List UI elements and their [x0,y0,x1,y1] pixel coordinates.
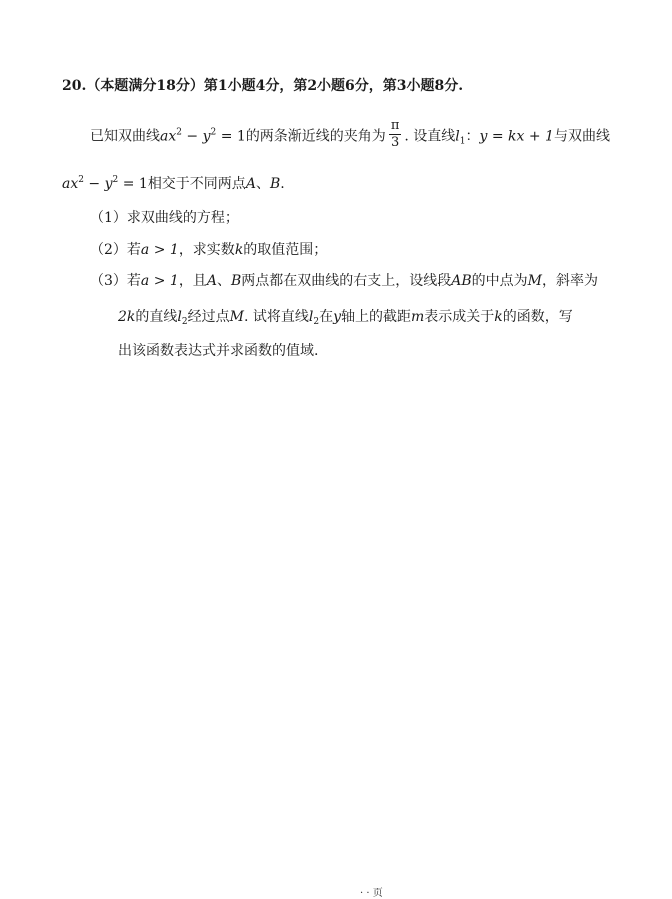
math-point-b: B [230,273,242,289]
part-text: 轴上的截距 [341,309,411,325]
math-minus-y: − y [83,176,113,192]
math-point-m: M [527,273,542,289]
math-equals-one: = 1 [216,128,246,145]
separator: 、 [216,273,231,289]
math-minus-y: − y [181,128,211,145]
math-point-a: A [245,176,256,192]
math-k: k [494,309,503,325]
math-ax: ax [62,176,79,192]
math-2k: 2k [118,309,136,325]
problem-intro-line1 [90,120,610,153]
part-text: ，斜率为 [541,273,598,289]
part-text: （3）若 [90,273,141,289]
intro-text: ： [465,128,480,145]
fraction-numerator: π [390,118,400,133]
part-text: 在 [319,309,334,325]
part-2 [90,240,327,260]
math-l: l [455,128,460,145]
part-text: 经过点 [187,309,230,325]
math-subscript: 2 [313,317,320,327]
intro-text: . [280,176,285,192]
math-m: m [411,309,425,325]
math-k: k [234,242,244,258]
math-point-m: M [229,309,244,325]
math-segment-ab: AB [451,273,472,289]
intro-text: . 设直线 [404,128,456,145]
math-line-equation: y = kx + 1 [479,128,554,145]
math-exponent: 2 [210,127,217,138]
math-exponent: 2 [112,175,119,185]
problem-header: 20.（本题满分18分）第1小题4分，第2小题6分，第3小题8分. [62,78,464,94]
math-ax: ax [160,128,177,145]
page-footer-mark: · · 页 [360,888,383,899]
intro-text: 已知双曲线 [90,128,160,145]
part-text: 表示成关于 [424,309,495,325]
part-text: ，求实数 [178,242,235,258]
fraction-pi-over-3 [389,118,402,151]
math-l: l [308,309,314,325]
math-point-b: B [269,176,281,192]
part-text: 的中点为 [471,273,528,289]
math-exponent: 2 [176,127,182,138]
part-3-line-3: 出该函数表达式并求函数的值域. [118,343,319,359]
math-equals-one: = 1 [118,176,148,192]
part-text: 的取值范围； [243,242,328,258]
part-text: . 试将直线 [243,309,309,325]
separator: 、 [255,176,270,192]
math-y: y [333,309,341,325]
math-l: l [177,309,182,325]
part-text: （2）若 [90,242,141,258]
math-exponent: 2 [78,175,84,185]
part-text: 两点都在双曲线的右支上，设线段 [241,273,452,289]
part-text: 的直线 [135,309,178,325]
math-subscript: 2 [181,317,188,327]
intro-text: 相交于不同两点 [147,176,246,192]
part-3-line-2 [118,307,573,327]
intro-text: 与双曲线 [553,128,610,145]
math-condition: a > 1 [140,242,179,258]
part-text: 的函数，写 [502,309,573,325]
part-1: （1）求双曲线的方程； [90,210,239,226]
fraction-denominator: 3 [390,135,400,150]
problem-intro-line2 [62,174,285,194]
intro-text: 的两条渐近线的夹角为 [245,128,386,145]
math-condition: a > 1 [140,273,179,289]
part-3-line-1 [90,271,598,291]
math-subscript: 1 [459,136,466,147]
math-point-a: A [206,273,217,289]
part-text: ，且 [178,273,207,289]
